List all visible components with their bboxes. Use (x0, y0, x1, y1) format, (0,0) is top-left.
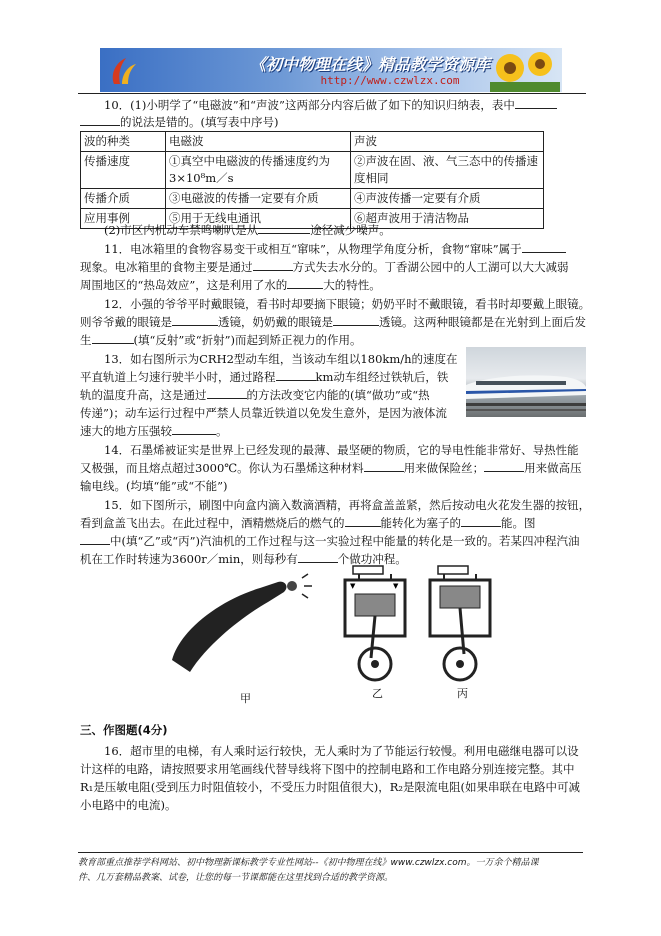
q11-line2: 现象。电冰箱里的食物主要是通过 方式失去水分的。丁香湖公园中的人工湖可以大大减弱 (80, 260, 569, 274)
q11-line3: 周围地区的“热岛效应”，这是利用了水的 大的特性。 (80, 278, 381, 292)
answer-blank[interactable] (461, 514, 501, 527)
q12-line2: 则爷爷戴的眼镜是 透镜，奶奶戴的眼镜是 透镜。这两种眼镜都是在光射到上面后发 (80, 315, 586, 329)
train-icon (466, 347, 586, 417)
table-cell: ⑥超声波用于清洁物品 (351, 209, 544, 229)
q15-line3: 中(填“乙”或“丙”)汽油机的工作过程与这一实验过程中能量的转化是一致的。若某四冲程汽油 (80, 532, 580, 550)
spark-box-figure (160, 560, 500, 700)
section-heading: 三、作图题(4分) (80, 723, 168, 737)
answer-blank[interactable] (522, 240, 566, 253)
banner-title: 《初中物理在线》精品教学资源库 (249, 55, 490, 74)
q15-line1: 15．如下图所示，刷图中向盒内滴入数滴酒精，再将盒盖盖紧，然后按动电火花发生器的按钮， (104, 498, 591, 512)
answer-blank[interactable] (276, 368, 316, 381)
answer-blank[interactable] (345, 514, 381, 527)
q12-line1: 12．小强的爷爷平时戴眼镜，看书时却要摘下眼镜；奶奶平时不戴眼镜，看书时却要戴上眼镜。 (104, 297, 591, 311)
banner-url[interactable]: http://www.czwlzx.com (320, 74, 460, 87)
header-rule (78, 93, 586, 94)
q13-line5: 速大的地方压强较 。 (80, 424, 228, 438)
answer-blank[interactable] (515, 96, 557, 109)
table-cell: ③电磁波的传播一定要有介质 (166, 189, 351, 209)
q15-line4: 机在工作时转速为3600r／min，则每秒有 个做功冲程。 (80, 552, 407, 566)
answer-blank[interactable] (484, 459, 524, 472)
figure-label-yi: 乙 (372, 687, 383, 700)
q13-line1: 13．如右图所示为CRH2型动车组，当该动车组以180km/h的速度在 (104, 352, 458, 366)
q15-line2: 看到盒盖飞出去。在此过程中，酒精燃烧后的燃气的 能转化为塞子的 能。图 (80, 516, 536, 530)
figure-label-jia: 甲 (240, 692, 251, 705)
q11-line1: 11．电冰箱里的食物容易变干或相互“窜味”，从物理学角度分析，食物“窜味”属于 (104, 240, 566, 258)
q16-line2: 计这样的电路，请按照要求用笔画线代替导线将下图中的控制电路和工作电路分别连接完整。其中 (80, 762, 575, 776)
table-header-cell: 电磁波 (166, 132, 351, 152)
table-cell: 应用事例 (81, 209, 166, 229)
table-header-row (81, 132, 544, 152)
answer-blank[interactable] (287, 276, 323, 289)
answer-blank[interactable] (172, 313, 218, 326)
answer-blank[interactable] (172, 422, 216, 435)
knowledge-table (80, 131, 544, 229)
footer-line: 教育部重点推荐学科网站、初中物理新课标教学专业性网站--《初中物理在线》www.czwlzx.com。一万余个精品课 (78, 858, 539, 868)
table-header-cell: 波的种类 (81, 132, 166, 152)
table-header-cell: 声波 (351, 132, 544, 152)
q10-line1: 10．(1)小明学了“电磁波”和“声波”这两部分内容后做了如下的知识归纳表，表中 (104, 96, 557, 114)
q12-line3: 生 (填“反射”或“折射”)而起到矫正视力的作用。 (80, 333, 362, 347)
high-speed-train-photo (466, 347, 586, 417)
table-row (81, 189, 544, 209)
q16-line3: R₁是压敏电阻(受到压力时阻值较小，不受压力时阻值很大)，R₂是限流电阻(如果串联在电路中可减 (80, 780, 580, 794)
sunflower-icon (490, 48, 560, 92)
answer-blank[interactable] (258, 221, 310, 234)
table-cell: ⑤用于无线电通讯 (166, 209, 351, 229)
svg-text:▼: ▼ (350, 582, 356, 590)
footer-line: 件、几万套精品教案、试卷，让您的每一节课都能在这里找到合适的教学资源。 (78, 873, 394, 883)
table-cell: 传播介质 (81, 189, 166, 209)
table-cell: 传播速度 (81, 152, 166, 189)
table-cell: ④声波传播一定要有介质 (351, 189, 544, 209)
site-logo-icon (108, 54, 138, 86)
q10-part2: (2)市区内机动车禁鸣喇叭是从 途径减少噪声。 (104, 223, 391, 237)
q14-line1: 14．石墨烯被证实是世界上已经发现的最薄、最坚硬的物质，它的导电性能非常好、导热性能 (104, 443, 579, 457)
q16-line1: 16．超市里的电梯，有人乘时运行较快，无人乘时为了节能运行较慢。利用电磁继电器可以设 (104, 744, 579, 758)
engine-figures (160, 560, 500, 705)
q14-line2: 又极强，而且熔点超过3000℃。你认为石墨烯这种材料 用来做保险丝； 用来做高压 (80, 461, 582, 475)
answer-blank[interactable] (92, 331, 134, 344)
q14-line3: 输电线。(均填“能”或“不能”) (80, 479, 228, 493)
table-cell: ②声波在固、液、气三态中的传播速 度相同 (351, 152, 544, 189)
figure-label-bing: 丙 (457, 687, 468, 700)
answer-blank[interactable] (80, 113, 120, 126)
q16-line4: 小电路中的电流)。 (80, 798, 177, 812)
q13-line4: 传递”)；动车运行过程中严禁人员靠近铁道以免发生意外，是因为液体流 (80, 406, 447, 420)
answer-blank[interactable] (207, 386, 247, 399)
header-banner (100, 48, 562, 92)
table-row (81, 152, 544, 189)
answer-blank[interactable] (80, 532, 110, 545)
q10-line2: 的说法是错的。(填写表中序号) (80, 113, 278, 131)
answer-blank[interactable] (253, 258, 293, 271)
q13-line3: 轨的温度升高，这是通过 的方法改变它内能的(填“做功”或“热 (80, 388, 430, 402)
svg-text:▼: ▼ (393, 582, 399, 590)
page-footer (78, 852, 583, 886)
answer-blank[interactable] (364, 459, 404, 472)
answer-blank[interactable] (333, 313, 379, 326)
table-cell: ①真空中电磁波的传播速度约为 3×10⁸m／s (166, 152, 351, 189)
q13-line2: 平直轨道上匀速行驶半小时，通过路程 km动车组经过铁轨后，铁 (80, 370, 449, 384)
